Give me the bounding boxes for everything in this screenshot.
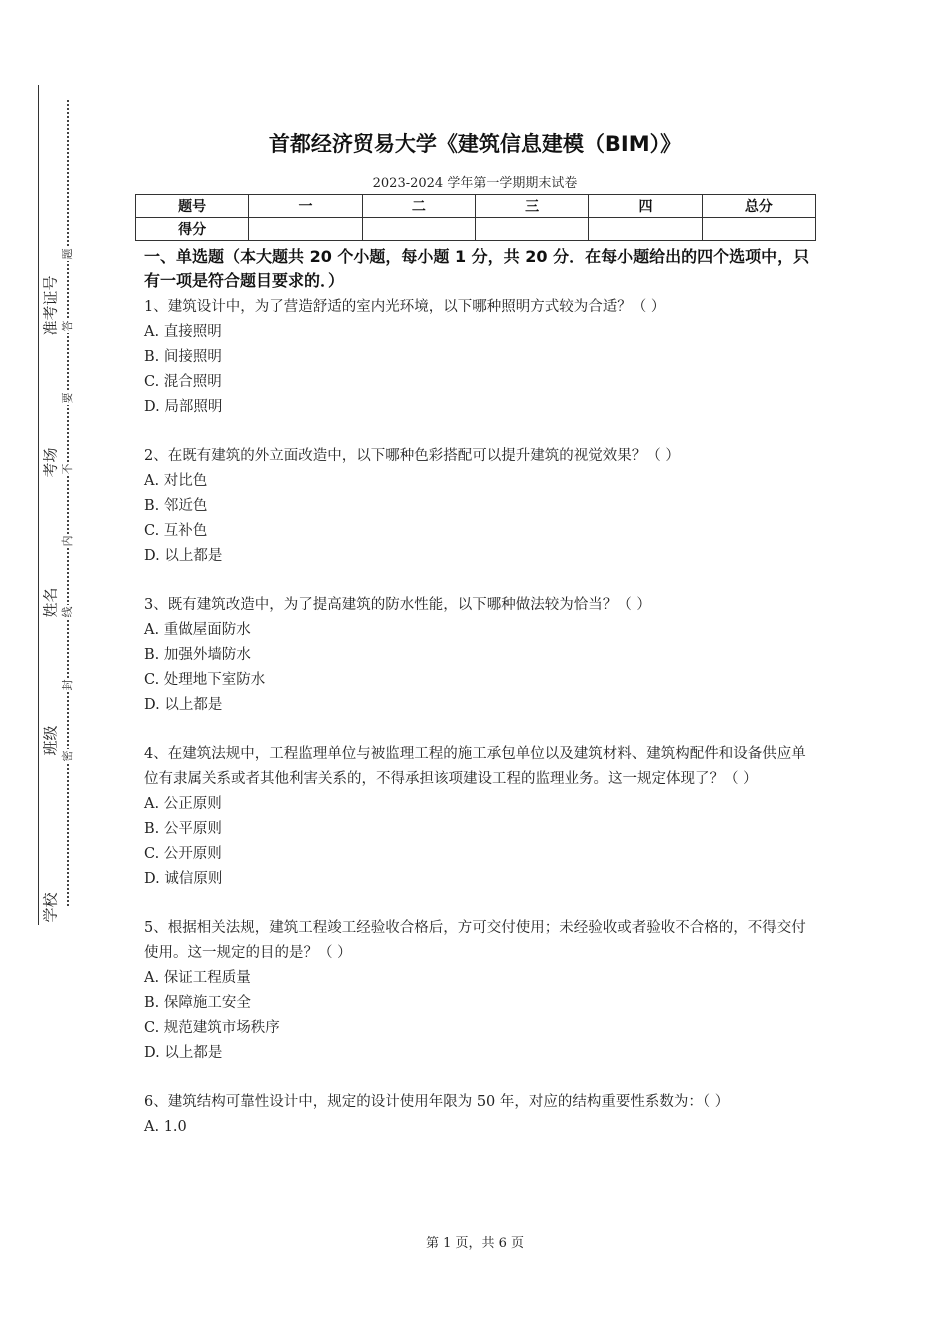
option: C. 互补色 — [144, 523, 208, 539]
seal-char: 题 — [61, 248, 74, 260]
page-number: 第 1 页，共 6 页 — [425, 1236, 525, 1251]
score-header-cell: 题号 — [136, 195, 249, 218]
option: A. 重做屋面防水 — [144, 622, 251, 638]
exam-title: 首都经济贸易大学《建筑信息建模（BIM）》 — [268, 132, 682, 156]
question — [144, 295, 812, 420]
option: D. 以上都是 — [144, 548, 223, 564]
option: A. 1.0 — [144, 1119, 187, 1135]
margin-field-exam-room: 考场 — [41, 447, 60, 478]
question-text: 3、既有建筑改造中，为了提高建筑的防水性能，以下哪种做法较为恰当？（ ） — [144, 597, 651, 613]
option: A. 直接照明 — [144, 324, 222, 340]
question-text: 4、在建筑法规中，工程监理单位与被监理工程的施工承包单位以及建筑材料、建筑构配件和设备供应单位有隶属关系或者其他利害关系的，不得承担该项建设工程的监理业务。这一规定体现了？（ ） — [144, 746, 806, 787]
option: D. 局部照明 — [144, 399, 223, 415]
option: B. 邻近色 — [144, 498, 208, 514]
score-table-score-row — [136, 218, 816, 241]
option: D. 以上都是 — [144, 1045, 223, 1061]
score-table-header-row — [136, 195, 816, 218]
option: B. 加强外墙防水 — [144, 647, 251, 663]
score-header-cell: 总分 — [702, 195, 815, 218]
question-text: 2、在既有建筑的外立面改造中，以下哪种色彩搭配可以提升建筑的视觉效果？（ ） — [144, 448, 680, 464]
question — [144, 593, 812, 718]
question — [144, 742, 812, 892]
seal-char: 线 — [61, 606, 74, 618]
score-header-cell: 一 — [249, 195, 362, 218]
option: C. 公开原则 — [144, 846, 222, 862]
option: C. 混合照明 — [144, 374, 222, 390]
score-row-label: 得分 — [136, 218, 249, 241]
seal-char: 答 — [61, 320, 74, 332]
question-text: 6、建筑结构可靠性设计中，规定的设计使用年限为 50 年，对应的结构重要性系数为：（ ） — [144, 1094, 730, 1110]
margin-field-name: 姓名 — [41, 587, 60, 618]
option: A. 保证工程质量 — [144, 970, 251, 986]
seal-char: 封 — [61, 679, 74, 691]
score-cell — [589, 218, 702, 241]
option: C. 处理地下室防水 — [144, 672, 266, 688]
binding-line — [38, 85, 39, 925]
margin-field-school: 学校 — [41, 892, 60, 923]
question — [144, 444, 812, 569]
question-text: 1、建筑设计中，为了营造舒适的室内光环境，以下哪种照明方式较为合适？（ ） — [144, 299, 666, 315]
seal-dotted-line — [67, 100, 69, 906]
seal-char: 密 — [61, 750, 74, 762]
exam-subtitle: 2023-2024 学年第一学期期末试卷 — [372, 176, 578, 191]
score-header-cell: 三 — [475, 195, 588, 218]
margin-field-class: 班级 — [41, 725, 60, 756]
seal-char: 要 — [61, 392, 74, 404]
section-title: 一、单选题（本大题共 20 个小题，每小题 1 分，共 20 分．在每小题给出的四个选项中，只有一项是符合题目要求的．） — [144, 247, 810, 290]
score-cell — [475, 218, 588, 241]
option: B. 保障施工安全 — [144, 995, 251, 1011]
option: C. 规范建筑市场秩序 — [144, 1020, 280, 1036]
question — [144, 916, 812, 1066]
seal-char: 不 — [61, 463, 74, 475]
score-header-cell: 二 — [362, 195, 475, 218]
option: A. 对比色 — [144, 473, 208, 489]
margin-field-exam-id: 准考证号 — [41, 275, 60, 336]
score-cell — [362, 218, 475, 241]
question-text: 5、根据相关法规，建筑工程竣工经验收合格后，方可交付使用；未经验收或者验收不合格的，不得交付使用。这一规定的目的是？（ ） — [144, 920, 806, 961]
option: B. 公平原则 — [144, 821, 222, 837]
option: B. 间接照明 — [144, 349, 222, 365]
score-header-cell: 四 — [589, 195, 702, 218]
score-cell — [702, 218, 815, 241]
score-table — [135, 194, 816, 241]
exam-content — [144, 245, 812, 1164]
question — [144, 1090, 812, 1140]
option: D. 诚信原则 — [144, 871, 223, 887]
seal-char: 内 — [61, 535, 74, 547]
score-cell — [249, 218, 362, 241]
option: D. 以上都是 — [144, 697, 223, 713]
option: A. 公正原则 — [144, 796, 222, 812]
